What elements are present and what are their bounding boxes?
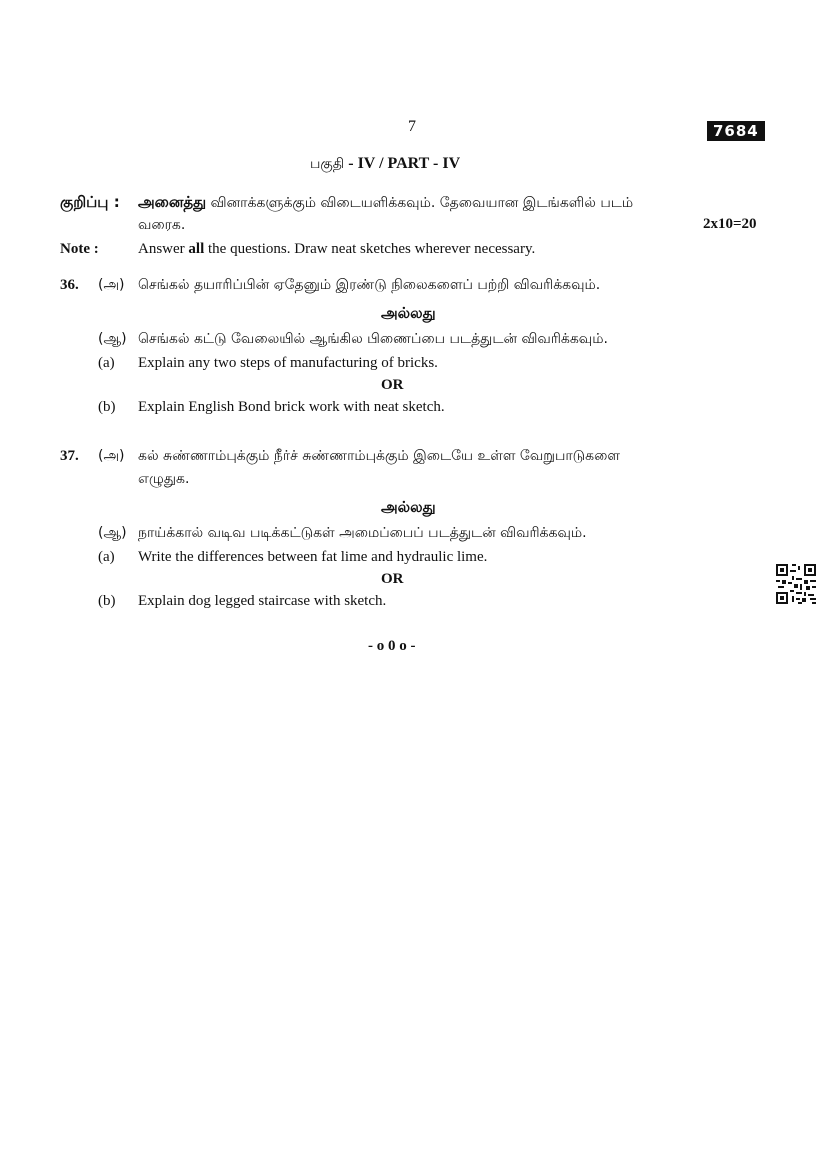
note-english-before: Answer bbox=[138, 241, 189, 257]
note-english-label: Note : bbox=[60, 241, 99, 257]
note-english-text bbox=[138, 241, 535, 258]
question-b-tamil-marker: (ஆ) bbox=[98, 525, 127, 541]
note-tamil-label: குறிப்பு : bbox=[60, 193, 120, 211]
or-tamil: அல்லது bbox=[381, 304, 436, 322]
question-number: 37. bbox=[60, 448, 79, 464]
marks-allocation: 2x10=20 bbox=[703, 216, 757, 232]
question-b-tamil: நாய்க்கால் வடிவ படிக்கட்டுகள் அமைப்பைப் படத்துடன் விவரிக்கவும். bbox=[138, 525, 587, 541]
question-number: 36. bbox=[60, 277, 79, 293]
part-heading bbox=[310, 155, 460, 174]
note-english-bold: all bbox=[188, 241, 205, 257]
question-a-tamil: செங்கல் தயாரிப்பின் ஏதேனும் இரண்டு நிலைகளைப் பற்றி விவரிக்கவும். bbox=[138, 277, 601, 293]
question-a-marker: (a) bbox=[98, 549, 115, 565]
question-a-english: Explain any two steps of manufacturing of bricks. bbox=[138, 355, 438, 371]
question-b-tamil-marker: (ஆ) bbox=[98, 331, 127, 347]
note-english-after: the questions. Draw neat sketches wherever necessary. bbox=[204, 241, 536, 257]
qr-code-icon bbox=[776, 564, 816, 604]
paper-code-badge: 7684 bbox=[707, 121, 765, 141]
or-english: OR bbox=[381, 377, 404, 393]
question-a-tamil-marker: (அ) bbox=[98, 448, 125, 464]
page-number: 7 bbox=[408, 118, 416, 135]
note-tamil-bold: அனைத்து bbox=[138, 193, 207, 211]
note-tamil-rest: வினாக்களுக்கும் விடையளிக்கவும். தேவையான இடங்களில் படம் bbox=[206, 195, 634, 211]
note-tamil-line1 bbox=[138, 193, 633, 213]
question-b-english: Explain English Bond brick work with neat sketch. bbox=[138, 399, 445, 415]
question-a-english: Write the differences between fat lime and hydraulic lime. bbox=[138, 549, 488, 565]
question-b-marker: (b) bbox=[98, 399, 116, 415]
question-a-tamil: கல் சுண்ணாம்புக்கும் நீர்ச் சுண்ணாம்புக்கும் இடையே உள்ள வேறுபாடுகளை bbox=[138, 448, 621, 464]
or-tamil: அல்லது bbox=[381, 498, 436, 516]
question-a-tamil-marker: (அ) bbox=[98, 277, 125, 293]
question-b-tamil: செங்கல் கட்டு வேலையில் ஆங்கில பிணைப்பை படத்துடன் விவரிக்கவும். bbox=[138, 331, 608, 347]
or-english: OR bbox=[381, 571, 404, 587]
question-b-marker: (b) bbox=[98, 593, 116, 609]
end-mark: - o 0 o - bbox=[368, 638, 416, 654]
question-a-marker: (a) bbox=[98, 355, 115, 371]
part-heading-english: - IV / PART - IV bbox=[344, 155, 461, 172]
question-b-english: Explain dog legged staircase with sketch. bbox=[138, 593, 387, 609]
question-a-tamil-line2: எழுதுக. bbox=[138, 471, 190, 487]
note-tamil-line2: வரைக. bbox=[138, 217, 186, 233]
part-heading-tamil: பகுதி bbox=[310, 156, 345, 172]
